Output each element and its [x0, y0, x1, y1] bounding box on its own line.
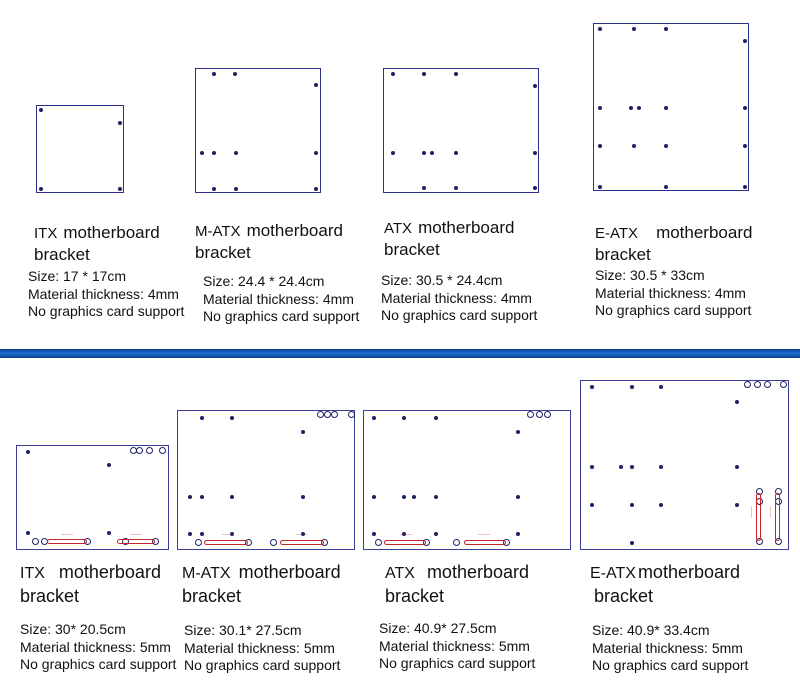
gpu-support-text: No graphics card support — [379, 655, 536, 671]
mount-hole — [735, 503, 739, 507]
title-word: motherboard — [637, 562, 740, 582]
mount-hole — [735, 465, 739, 469]
mount-hole — [118, 187, 122, 191]
mount-hole — [630, 503, 634, 507]
mount-hole — [107, 531, 111, 535]
size-text: Size: 40.9* 27.5cm — [379, 620, 497, 636]
dimension-mark: ——— — [130, 532, 142, 537]
matx-4mm-board-drawing — [195, 68, 321, 193]
mount-hole — [331, 411, 338, 418]
itx-5mm-specs — [20, 621, 176, 674]
mount-hole — [744, 381, 751, 388]
thickness-text: Material thickness: 5mm — [592, 639, 743, 656]
mount-hole — [412, 495, 416, 499]
mount-hole — [598, 27, 602, 31]
mount-hole — [234, 187, 238, 191]
dimension-mark: ——— — [768, 506, 773, 518]
itx-5mm-board-drawing — [16, 445, 169, 550]
title-word: motherboard — [238, 562, 341, 582]
size-text: Size: 30.5 * 33cm — [595, 267, 705, 283]
title-word: motherboard — [246, 221, 343, 240]
mount-hole — [754, 381, 761, 388]
eatx-4mm-specs — [595, 267, 751, 320]
mount-hole — [402, 495, 406, 499]
mount-hole — [314, 83, 318, 87]
section-divider — [0, 349, 800, 358]
dimension-mark: ——— — [478, 532, 490, 537]
title-word-2: bracket — [385, 586, 445, 606]
atx-4mm-caption — [384, 217, 514, 260]
mount-hole — [454, 151, 458, 155]
dimension-mark: ——— — [296, 532, 308, 537]
title-word-2: bracket — [182, 586, 242, 606]
mount-hole — [39, 187, 43, 191]
mount-hole — [516, 532, 520, 536]
itx-4mm-board-drawing — [36, 105, 124, 193]
mount-hole — [212, 151, 216, 155]
mount-hole — [590, 465, 594, 469]
eatx-4mm-board-drawing — [593, 23, 749, 191]
mount-hole — [598, 185, 602, 189]
mount-hole — [453, 539, 460, 546]
mount-hole — [536, 411, 543, 418]
title-word-2: bracket — [594, 586, 654, 606]
mount-hole — [212, 187, 216, 191]
eatx-5mm-board-drawing — [580, 380, 789, 550]
mount-hole — [26, 450, 30, 454]
mount-hole — [533, 186, 537, 190]
model-prefix: M-ATX — [182, 565, 231, 582]
mount-hole — [598, 144, 602, 148]
matx-5mm-board-drawing — [177, 410, 355, 550]
thickness-text: Material thickness: 5mm — [184, 639, 335, 656]
gpu-slot — [204, 540, 248, 545]
mount-hole — [743, 185, 747, 189]
mount-hole — [188, 532, 192, 536]
gpu-slot — [756, 493, 761, 541]
mount-hole — [159, 447, 166, 454]
mount-hole — [743, 106, 747, 110]
mount-hole — [200, 495, 204, 499]
mount-hole — [230, 495, 234, 499]
matx-5mm-specs — [184, 622, 340, 675]
mount-hole — [527, 411, 534, 418]
thickness-text: Material thickness: 5mm — [379, 637, 530, 654]
mount-hole — [317, 411, 324, 418]
model-prefix: E-ATX — [595, 225, 639, 242]
title-word-2: bracket — [384, 240, 440, 259]
mount-hole — [146, 447, 153, 454]
size-text: Size: 17 * 17cm — [28, 268, 127, 284]
mount-hole — [422, 151, 426, 155]
mount-hole — [188, 495, 192, 499]
mount-hole — [619, 465, 623, 469]
mount-hole — [735, 400, 739, 404]
mount-hole — [391, 72, 395, 76]
model-prefix: ATX — [384, 220, 413, 237]
mount-hole — [200, 532, 204, 536]
bottom-panel — [0, 358, 800, 691]
mount-hole — [632, 27, 636, 31]
gpu-slot — [117, 539, 155, 544]
mount-hole — [664, 185, 668, 189]
mount-hole — [372, 416, 376, 420]
mount-hole — [454, 72, 458, 76]
mount-hole — [764, 381, 771, 388]
dimension-mark: ——— — [61, 532, 73, 537]
mount-hole — [516, 495, 520, 499]
mount-hole — [630, 541, 634, 545]
size-text: Size: 40.9* 33.4cm — [592, 622, 710, 638]
mount-hole — [422, 72, 426, 76]
mount-hole — [230, 416, 234, 420]
mount-hole — [637, 106, 641, 110]
mount-hole — [780, 381, 787, 388]
mount-hole — [664, 144, 668, 148]
mount-hole — [434, 495, 438, 499]
thickness-text: Material thickness: 4mm — [28, 285, 179, 302]
eatx-4mm-caption — [595, 222, 752, 265]
mount-hole — [372, 495, 376, 499]
mount-hole — [118, 121, 122, 125]
mount-hole — [659, 465, 663, 469]
title-word-2: bracket — [34, 245, 90, 264]
gpu-support-text: No graphics card support — [592, 657, 749, 673]
matx-5mm-caption — [182, 561, 341, 607]
mount-hole — [200, 151, 204, 155]
mount-hole — [422, 186, 426, 190]
eatx-5mm-caption — [590, 561, 740, 607]
gpu-slot — [775, 493, 780, 541]
mount-hole — [233, 72, 237, 76]
mount-hole — [743, 144, 747, 148]
title-word: motherboard — [656, 223, 753, 242]
gpu-support-text: No graphics card support — [595, 302, 752, 318]
model-prefix: ITX — [20, 565, 45, 582]
title-word-2: bracket — [595, 245, 651, 264]
size-text: Size: 24.4 * 24.4cm — [203, 273, 325, 289]
title-word-2: bracket — [195, 243, 251, 262]
mount-hole — [314, 187, 318, 191]
mount-hole — [212, 72, 216, 76]
atx-5mm-board-drawing — [363, 410, 571, 550]
mount-hole — [430, 151, 434, 155]
title-word-2: bracket — [20, 586, 80, 606]
mount-hole — [107, 463, 111, 467]
mount-hole — [270, 539, 277, 546]
mount-hole — [630, 385, 634, 389]
gpu-slot — [280, 540, 324, 545]
gpu-slot — [464, 540, 506, 545]
mount-hole — [434, 416, 438, 420]
dimension-mark: ——— — [749, 506, 754, 518]
model-prefix: M-ATX — [195, 223, 241, 240]
mount-hole — [659, 385, 663, 389]
thickness-text: Material thickness: 4mm — [203, 290, 354, 307]
mount-hole — [544, 411, 551, 418]
dimension-mark: ——— — [400, 532, 412, 537]
mount-hole — [372, 532, 376, 536]
dimension-mark: ——— — [222, 532, 234, 537]
gpu-support-text: No graphics card support — [20, 656, 177, 672]
model-prefix: ATX — [385, 565, 415, 582]
title-word: motherboard — [418, 218, 515, 237]
atx-5mm-specs — [379, 620, 535, 673]
itx-4mm-caption — [34, 222, 160, 265]
mount-hole — [598, 106, 602, 110]
title-word: motherboard — [426, 562, 529, 582]
mount-hole — [39, 108, 43, 112]
mount-hole — [375, 539, 382, 546]
mount-hole — [234, 151, 238, 155]
atx-4mm-specs — [381, 272, 537, 325]
mount-hole — [26, 531, 30, 535]
thickness-text: Material thickness: 4mm — [595, 284, 746, 301]
itx-5mm-caption — [20, 561, 161, 607]
mount-hole — [533, 84, 537, 88]
mount-hole — [301, 495, 305, 499]
thickness-text: Material thickness: 4mm — [381, 289, 532, 306]
size-text: Size: 30.1* 27.5cm — [184, 622, 302, 638]
mount-hole — [664, 27, 668, 31]
mount-hole — [590, 503, 594, 507]
mount-hole — [391, 151, 395, 155]
gpu-support-text: No graphics card support — [203, 308, 360, 324]
matx-4mm-caption — [195, 220, 343, 263]
mount-hole — [533, 151, 537, 155]
mount-hole — [454, 186, 458, 190]
atx-5mm-caption — [385, 561, 529, 607]
mount-hole — [195, 539, 202, 546]
mount-hole — [434, 532, 438, 536]
gpu-support-text: No graphics card support — [381, 307, 538, 323]
mount-hole — [590, 385, 594, 389]
itx-4mm-specs — [28, 268, 184, 321]
thickness-text: Material thickness: 5mm — [20, 638, 171, 655]
mount-hole — [516, 430, 520, 434]
mount-hole — [629, 106, 633, 110]
size-text: Size: 30* 20.5cm — [20, 621, 126, 637]
mount-hole — [664, 106, 668, 110]
title-word: motherboard — [58, 562, 161, 582]
mount-hole — [402, 416, 406, 420]
gpu-support-text: No graphics card support — [28, 303, 185, 319]
model-prefix: ITX — [34, 225, 58, 242]
atx-4mm-board-drawing — [383, 68, 539, 193]
gpu-support-text: No graphics card support — [184, 657, 341, 673]
mount-hole — [136, 447, 143, 454]
size-text: Size: 30.5 * 24.4cm — [381, 272, 503, 288]
matx-4mm-specs — [203, 273, 359, 326]
mount-hole — [632, 144, 636, 148]
mount-hole — [324, 411, 331, 418]
gpu-slot — [384, 540, 426, 545]
mount-hole — [743, 39, 747, 43]
mount-hole — [630, 465, 634, 469]
mount-hole — [200, 416, 204, 420]
mount-hole — [301, 430, 305, 434]
gpu-slot — [47, 539, 87, 544]
model-prefix: E-ATX — [590, 565, 636, 582]
title-word: motherboard — [63, 223, 160, 242]
mount-hole — [348, 411, 355, 418]
mount-hole — [659, 503, 663, 507]
mount-hole — [32, 538, 39, 545]
eatx-5mm-specs — [592, 622, 748, 675]
mount-hole — [314, 151, 318, 155]
